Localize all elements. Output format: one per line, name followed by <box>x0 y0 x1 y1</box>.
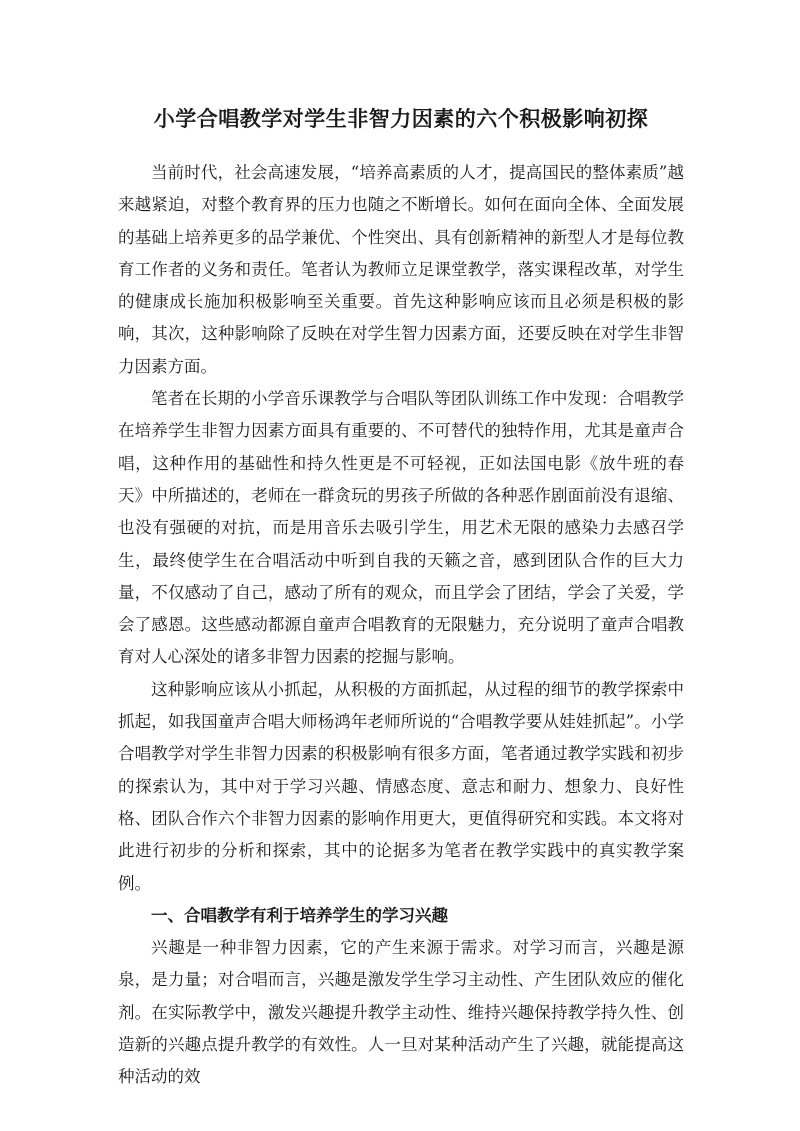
paragraph-observation: 笔者在长期的小学音乐课教学与合唱队等团队训练工作中发现：合唱教学在培养学生非智力因素方面具有重要的、不可替代的独特作用，尤其是童声合唱，这种作用的基础性和持久性更是不可轻视，正如法国电影《放牛班的春天》中所描述的，老师在一群贪玩的男孩子所做的各种恶作剧面前没有退缩、也没有强硬的对抗，而是用音乐去吸引学生，用艺术无限的感染力去感召学生，最终使学生在合唱活动中听到自我的天籁之音，感到团队合作的巨大力量，不仅感动了自己，感动了所有的观众，而且学会了团结，学会了关爱，学会了感恩。这些感动都源自童声合唱教育的无限魅力，充分说明了童声合唱教育对人心深处的诸多非智力因素的挖掘与影响。 <box>118 389 684 667</box>
document-body <box>118 157 684 1094</box>
document-title: 小学合唱教学对学生非智力因素的六个积极影响初探 <box>153 106 649 131</box>
paragraph-intro: 当前时代，社会高速发展，“培养高素质的人才，提高国民的整体素质”越来越紧迫，对整个教育界的压力也随之不断增长。如何在面向全体、全面发展的基础上培养更多的品学兼优、个性突出、具有创新精神的新型人才是每位教育工作者的义务和责任。笔者认为教师立足课堂教学，落实课程改革，对学生的健康成长施加积极影响至关重要。首先这种影响应该而且必须是积极的影响，其次，这种影响除了反映在对学生智力因素方面，还要反映在对学生非智力因素方面。 <box>118 163 684 376</box>
section-heading: 一、合唱教学有利于培养学生的学习兴趣 <box>151 905 448 925</box>
paragraph-approach: 这种影响应该从小抓起，从积极的方面抓起，从过程的细节的教学探索中抓起，如我国童声合唱大师杨鸿年老师所说的“合唱教学要从娃娃抓起”。小学合唱教学对学生非智力因素的积极影响有很多方面，笔者通过教学实践和初步的探索认为，其中对于学习兴趣、情感态度、意志和耐力、想象力、良好性格、团队合作六个非智力因素的影响作用更大，更值得研究和实践。本文将对此进行初步的分析和探索，其中的论据多为笔者在教学实践中的真实教学案例。 <box>118 679 684 893</box>
paragraph-interest: 兴趣是一种非智力因素，它的产生来源于需求。对学习而言，兴趣是源泉，是力量；对合唱而言，兴趣是激发学生学习主动性、产生团队效应的催化剂。在实际教学中，激发兴趣提升教学主动性、维持兴趣保持教学持久性、创造新的兴趣点提升教学的有效性。人一旦对某种活动产生了兴趣，就能提高这种活动的效 <box>118 938 684 1087</box>
